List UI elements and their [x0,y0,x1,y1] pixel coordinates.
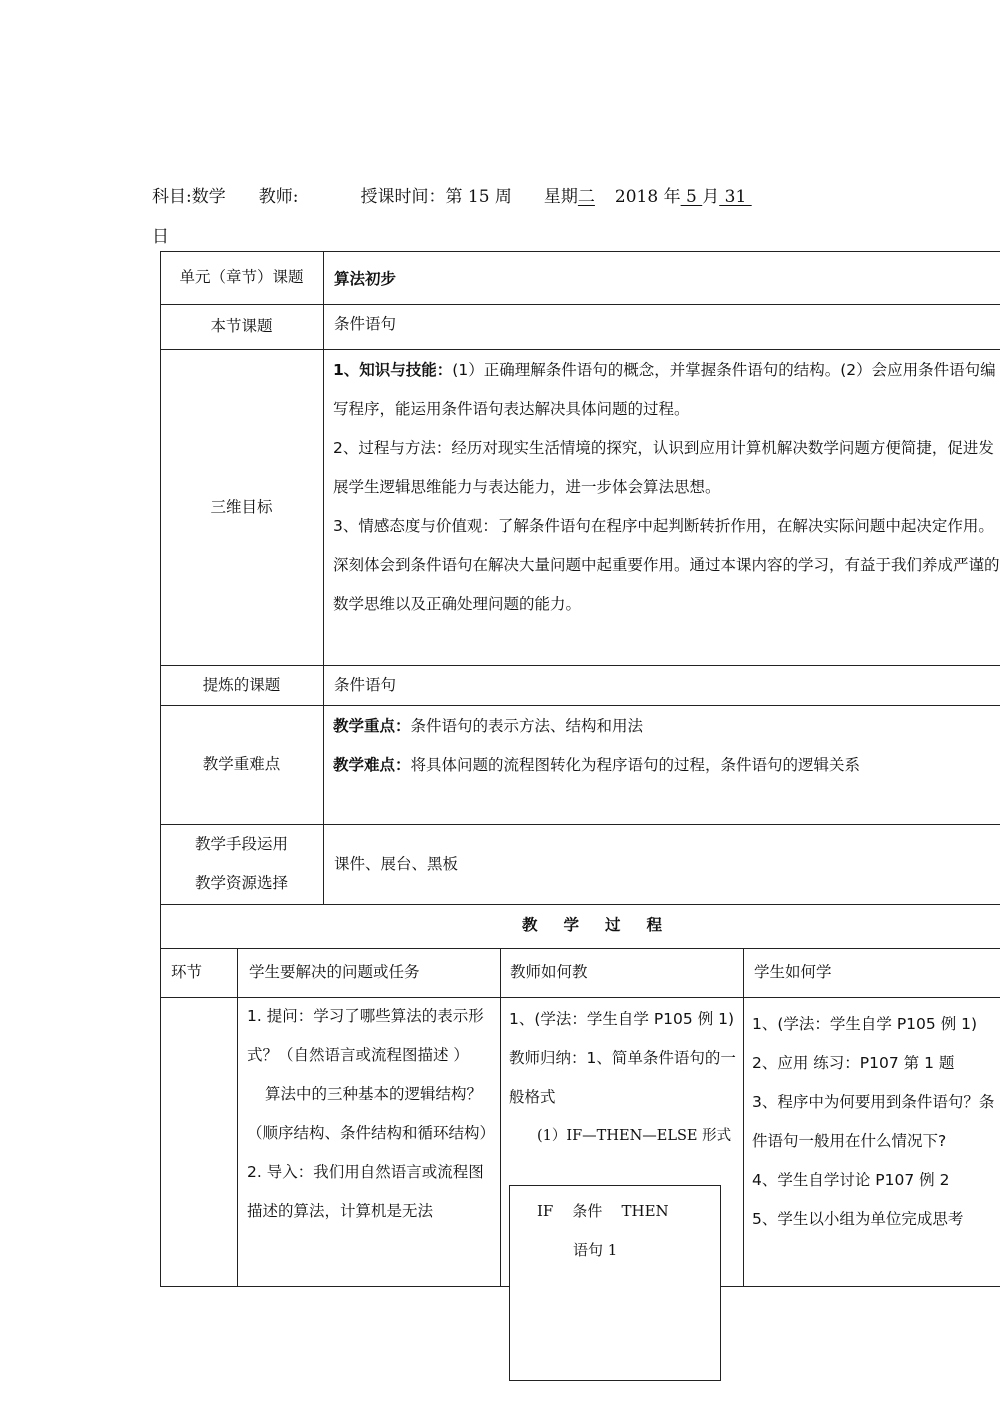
table-border [160,251,1000,252]
col-task-header: 学生要解决的问题或任务 [249,963,420,981]
difficult-point [333,746,998,785]
means-label [160,825,323,903]
refined-label: 提炼的课题 [202,676,281,694]
col-stage-header: 环节 [171,963,203,981]
month-unit: 月 [702,187,720,207]
year-value: 2018 年 [614,187,681,207]
unit-label: 单元（章节）课题 [179,268,304,286]
day-unit: 日 [152,227,169,247]
weekday-label: 星期 [543,187,578,207]
column-divider [237,948,238,1287]
row-divider [160,948,1000,949]
means-label-1: 教学手段运用 [194,835,288,853]
process-title [185,906,1000,945]
student-item: 1、(学法：学生自学 P105 例 1) [752,1015,978,1033]
code-line-1: IF 条件 THEN [537,1202,669,1220]
row-divider [160,349,1000,350]
student-item: 4、学生自学讨论 P107 例 2 [752,1171,950,1189]
code-line-2: 语句 1 [573,1241,618,1259]
column-divider [500,948,501,1287]
student-item: 5、学生以小组为单位完成思考 [752,1210,964,1228]
lesson-header [152,182,752,207]
refined-value: 条件语句 [334,676,397,694]
column-divider [743,948,744,1287]
student-item: 2、应用 练习：P107 第 1 题 [752,1054,955,1072]
task-item: 1. 提问：学习了哪些算法的表示形式？（自然语言或流程图描述 ） [247,1007,484,1064]
goal-process: 2、过程与方法：经历对现实生活情境的探究，认识到应用计算机解决数学问题方便简捷，促进发展学生逻辑思维能力与表达能力，进一步体会算法思想。 [333,439,994,496]
teacher-item: 教师归纳：1、简单条件语句的一般格式 [509,1049,736,1106]
lesson-value: 条件语句 [334,315,397,333]
teacher-item: (1）IF—THEN—ELSE 形式 [537,1128,732,1144]
time-label: 授课时间：第 15 周 [360,187,512,207]
row-divider [160,904,1000,905]
task-content [247,997,495,1286]
goal-attitude: 3、情感态度与价值观：了解条件语句在程序中起判断转折作用，在解决实际问题中起决定作用。深刻体会到条件语句在解决大量问题中起重要作用。通过本课内容的学习，有益于我们养成严谨的数学思维以及正确处理问题的能力。 [333,517,1000,613]
process-title-text: 教学过程 [521,916,688,934]
col-teacher-header: 教师如何教 [510,963,588,981]
teacher-label: 教师: [258,187,299,207]
month-value: 5 [680,187,703,207]
weekday-value: 二 [577,187,595,207]
student-content [752,1005,998,1286]
teacher-item: 1、(学法：学生自学 P105 例 1) [509,1010,735,1028]
goals-content [333,351,1000,624]
goal-knowledge [333,351,1000,429]
difficult-point-text: 将具体问题的流程图转化为程序语句的过程，条件语句的逻辑关系 [410,756,861,774]
unit-value: 算法初步 [334,270,397,288]
task-item: 2. 导入：我们用自然语言或流程图描述的算法，计算机是无法 [247,1163,484,1220]
day-value: 31 [719,187,752,207]
student-item: 3、程序中为何要用到条件语句？条件语句一般用在什么情况下? [752,1093,995,1150]
goal-knowledge-text: (1）正确理解条件语句的概念，并掌握条件语句的结构。(2）会应用条件语句编写程序，能运用条件语句表达解决具体问题的过程。 [333,361,996,418]
key-point [333,707,998,746]
subject-label: 科目:数学 [152,187,226,207]
col-student-header: 学生如何学 [754,963,832,981]
means-label-2: 教学资源选择 [194,874,288,892]
key-label: 教学重难点 [202,755,281,773]
key-point-text: 条件语句的表示方法、结构和用法 [410,717,644,735]
column-divider [323,251,324,905]
means-value: 课件、展台、黑板 [334,855,459,873]
goals-label: 三维目标 [210,498,273,516]
difficult-point-label: 教学难点： [333,756,411,774]
code-box [509,1185,721,1381]
goal-knowledge-prefix: 1、知识与技能： [333,361,453,379]
key-point-label: 教学重点： [333,717,411,735]
lesson-label: 本节课题 [210,317,273,335]
key-content [333,707,998,785]
row-divider [160,705,1000,706]
teacher-content [509,1000,739,1156]
task-item: 算法中的三种基本的逻辑结构？（顺序结构、条件结构和循环结构） [247,1085,495,1142]
